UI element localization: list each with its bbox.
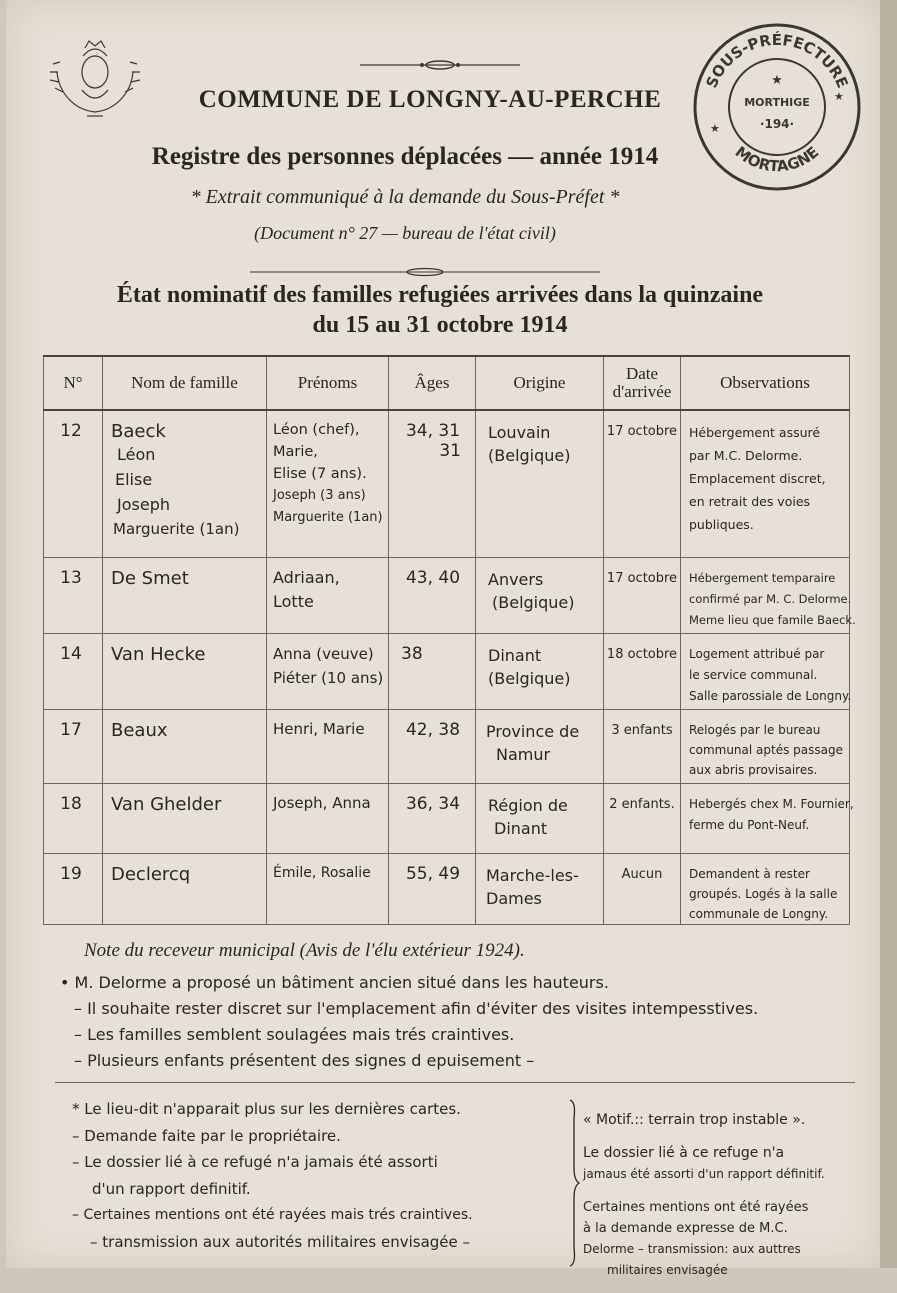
age-value: 43, 40 [389, 557, 476, 633]
origin-line: Dinant [488, 645, 542, 665]
origin-cell [476, 709, 604, 783]
note-title: Note du receveur municipal (Avis de l'élu extérieur 1924). [84, 940, 525, 961]
footer-line: – transmission aux autorités militaires envisagée – [90, 1232, 471, 1251]
register-subtitle: * Extrait communiqué à la demande du Sous-Préfet * [190, 186, 620, 208]
arrival-date: 3 enfants [604, 709, 681, 783]
observations-cell [681, 783, 854, 853]
age-value: 31 [439, 441, 461, 461]
origin-cell [476, 557, 604, 633]
age-value: 36, 34 [389, 783, 476, 853]
prenoms-cell [267, 557, 389, 633]
observation-line: Meme lieu que famile Baeck. [689, 612, 856, 627]
right-paragraph [583, 1197, 863, 1281]
observation-line: par M.C. Delorme. [689, 448, 803, 463]
svg-text:★: ★ [834, 90, 844, 103]
etat-heading [40, 280, 840, 340]
observation-line: Hébergement assuré [689, 425, 821, 440]
prenom: Marie, [273, 444, 318, 460]
observation-line: Salle parossiale de Longny. [689, 688, 852, 703]
origin-line: Louvain [488, 423, 551, 442]
origin-line: (Belgique) [488, 668, 571, 688]
origin-cell [476, 633, 604, 709]
origin-line: (Belgique) [492, 592, 575, 612]
right-line: Le dossier lié à ce refuge n'a [583, 1145, 785, 1161]
origin-line: Marche-les- [486, 865, 579, 885]
right-line: militaires envisagée [607, 1263, 728, 1277]
observation-line: le service communal. [689, 667, 818, 682]
origin-line: Région de [488, 795, 568, 815]
observations-cell [681, 410, 850, 557]
header-nom: Nom de famille [103, 356, 267, 410]
etat-line-2: du 15 au 31 octobre 1914 [312, 312, 568, 338]
table-row [44, 557, 850, 633]
arrival-date: 18 octobre [604, 633, 681, 709]
header-observations: Observations [681, 356, 850, 410]
footer-line: d'un rapport definitif. [92, 1179, 251, 1198]
origin-line: Province de [486, 721, 580, 741]
brace-icon [566, 1098, 580, 1268]
origin-line: (Belgique) [488, 446, 571, 465]
prenom: Lotte [273, 591, 314, 611]
observations-cell [681, 557, 856, 633]
footer-right-notes [583, 1110, 863, 1293]
age-value: 38 [389, 633, 476, 709]
table-row [44, 633, 850, 709]
prenom: Anna (veuve) [273, 644, 374, 663]
note-line: • M. Delorme a proposé un bâtiment ancien situé dans les hauteurs. [60, 973, 609, 992]
observation-line: Hebergés chex M. Fournier, [689, 796, 854, 811]
prenom: Joseph, Anna [267, 783, 389, 853]
prenom: Piéter (10 ans) [273, 668, 384, 687]
prefecture-stamp [688, 22, 866, 192]
prenom: Elise (7 ans). [273, 466, 367, 482]
footer-line: – Demande faite par le propriétaire. [72, 1126, 341, 1145]
origin-cell [476, 853, 604, 924]
observation-line: confirmé par M. C. Delorme. [689, 591, 852, 606]
prenom: Joseph (3 ans) [273, 488, 366, 503]
section-divider [55, 1082, 855, 1083]
origin-cell [476, 783, 604, 853]
ornament-divider-top [360, 56, 520, 68]
origin-cell [476, 410, 604, 557]
origin-line: Anvers [488, 569, 544, 589]
family-member: Elise [115, 470, 153, 489]
footer-line: * Le lieu-dit n'apparait plus sur les dernières cartes. [72, 1100, 461, 1118]
table-row [44, 853, 850, 924]
header-date [604, 356, 681, 410]
note-lines [60, 970, 758, 1074]
observation-line: publiques. [689, 517, 754, 532]
row-number: 13 [44, 557, 103, 633]
arrival-date: 17 octobre [604, 410, 681, 557]
motif-line: « Motif.:: terrain trop instable ». [583, 1112, 806, 1128]
row-number: 19 [44, 853, 103, 924]
arrival-date: Aucun [604, 853, 681, 924]
table-row [44, 783, 850, 853]
observation-line: en retrait des voies [689, 494, 811, 509]
row-number: 14 [44, 633, 103, 709]
arrival-date: 2 enfants. [604, 783, 681, 853]
header-ages: Âges [389, 356, 476, 410]
note-line: – Plusieurs enfants présentent des signes d epuisement – [74, 1051, 535, 1070]
svg-text:★: ★ [710, 122, 720, 135]
svg-text:MORTAGNE [732, 143, 823, 176]
table-header-row [44, 356, 850, 410]
note-line: – Il souhaite rester discret sur l'emplacement afin d'éviter des visites intempesstives. [74, 999, 759, 1018]
prenom: Marguerite (1an) [273, 510, 383, 525]
table-row [44, 410, 850, 557]
observation-line: groupés. Logés à la salle [689, 886, 838, 901]
prenom: Émile, Rosalie [267, 853, 389, 924]
family-member: Joseph [117, 495, 170, 514]
right-line: Delorme – transmission: aux auttres [583, 1242, 801, 1256]
prenom: Léon (chef), [273, 422, 360, 438]
refugee-register-table [43, 355, 856, 925]
family-name: Baeck [111, 421, 166, 442]
family-name: De Smet [103, 557, 267, 633]
table-row [44, 709, 850, 783]
observation-line: communale de Longny. [689, 906, 829, 921]
page-edge [880, 0, 897, 1268]
observation-line: Logement attribué par [689, 646, 825, 661]
family-name: Declercq [103, 853, 267, 924]
observation-line: Demandent à rester [689, 866, 810, 881]
arrival-date: 17 octobre [604, 557, 681, 633]
age-value: 34, 31 [405, 421, 461, 441]
family-name-cell [103, 410, 267, 557]
ages-cell [389, 410, 476, 557]
stamp-bottom-text: MORTAGNE [731, 142, 823, 176]
header-num: N° [44, 356, 103, 410]
right-line: à la demande expresse de M.C. [583, 1221, 788, 1236]
origin-line: Dames [486, 888, 542, 908]
etat-line-1: État nominatif des familles refugiées arrivées dans la quinzaine [116, 282, 764, 308]
family-member: Léon [117, 445, 156, 464]
family-name: Van Ghelder [103, 783, 267, 853]
row-number: 12 [44, 410, 103, 557]
right-paragraph [583, 1143, 863, 1185]
observations-cell [681, 853, 850, 924]
observation-line: communal aptés passage [689, 742, 843, 757]
svg-text:★: ★ [771, 73, 783, 88]
footer-line: – Certaines mentions ont été rayées mais trés craintives. [72, 1207, 473, 1223]
note-line: – Les familles semblent soulagées mais trés craintives. [74, 1025, 515, 1044]
family-member: Marguerite (1an) [113, 520, 240, 538]
prenom: Henri, Marie [267, 709, 389, 783]
register-title: Registre des personnes déplacées — année 1914 [151, 143, 659, 170]
header-date-line1: Date [625, 364, 659, 383]
row-number: 18 [44, 783, 103, 853]
family-name: Beaux [103, 709, 267, 783]
observations-cell [681, 633, 850, 709]
observations-cell [681, 709, 850, 783]
stamp-top-text: SOUS-PRÉFECTURE [702, 30, 852, 91]
family-name: Van Hecke [103, 633, 267, 709]
header-date-line2: d'arrivée [612, 382, 672, 401]
ornament-divider-middle [250, 262, 600, 272]
origin-line: Namur [496, 744, 551, 764]
footer-left-notes [72, 1096, 473, 1255]
row-number: 17 [44, 709, 103, 783]
commune-heading: COMMUNE DE LONGNY-AU-PERCHE [198, 86, 662, 113]
observation-line: ferme du Pont-Neuf. [689, 817, 810, 832]
prenom: Adriaan, [273, 567, 340, 587]
observation-line: Hébergement temparaire [689, 570, 836, 585]
stamp-center-bottom: ·194· [759, 117, 795, 131]
header-origine: Origine [476, 356, 604, 410]
observation-line: Relogés par le bureau [689, 722, 821, 737]
right-line: jamaus été assorti d'un rapport définitif. [583, 1167, 825, 1181]
age-value: 55, 49 [389, 853, 476, 924]
prenoms-cell [267, 410, 389, 557]
stamp-center-top: MORTHIGE [744, 96, 810, 109]
origin-line: Dinant [494, 818, 548, 838]
observation-line: Emplacement discret, [689, 471, 826, 486]
age-value: 42, 38 [389, 709, 476, 783]
footer-line: – Le dossier lié à ce refugé n'a jamais été assorti [72, 1153, 438, 1171]
document-reference: (Document n° 27 — bureau de l'état civil) [254, 223, 556, 243]
observation-line: aux abris provisaires. [689, 762, 818, 777]
prenoms-cell [267, 633, 389, 709]
header-prenoms: Prénoms [267, 356, 389, 410]
right-line: Certaines mentions ont été rayées [583, 1200, 809, 1215]
